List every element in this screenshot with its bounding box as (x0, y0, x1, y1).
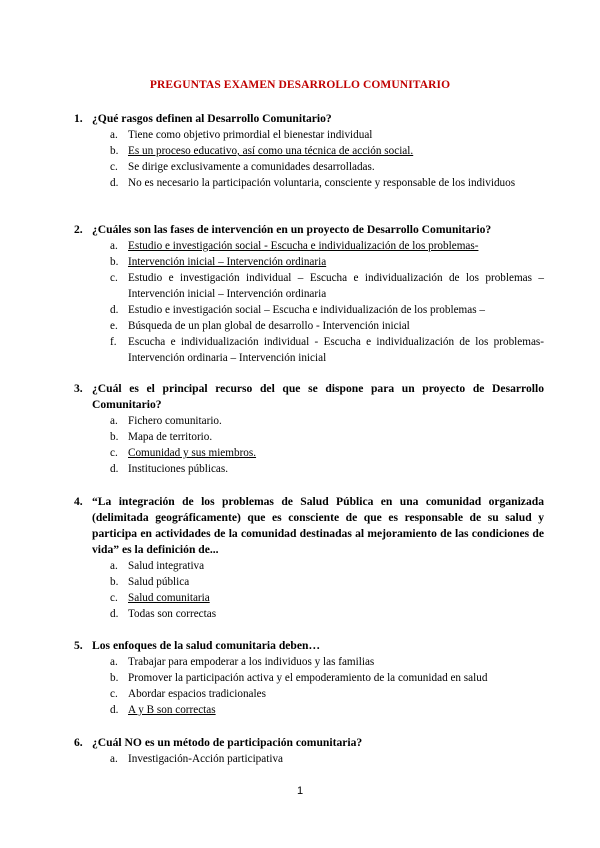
question-heading (74, 494, 544, 558)
option-item (74, 127, 544, 143)
option-item (74, 654, 544, 670)
option-letter: c. (110, 272, 118, 284)
question-number: 6. (74, 736, 83, 749)
option-text: Investigación-Acción participativa (128, 753, 284, 765)
correct-answer: Estudio e investigación social - Escucha e individualización de los problemas- (128, 240, 479, 252)
option-letter: b. (110, 576, 119, 588)
question-text: ¿Qué rasgos definen al Desarrollo Comunitario? (92, 112, 332, 125)
option-letter: c. (110, 447, 118, 459)
option-letter: f. (110, 336, 117, 348)
option-item (74, 270, 544, 302)
option-item (74, 318, 544, 334)
option-text: Fichero comunitario. (128, 415, 222, 427)
option-letter: d. (110, 463, 119, 475)
option-text: Mapa de territorio. (128, 431, 213, 443)
question-heading (74, 735, 544, 751)
option-letter: d. (110, 304, 119, 316)
option-text: Búsqueda de un plan global de desarrollo - Intervención inicial (128, 320, 410, 332)
option-letter: a. (110, 415, 118, 427)
option-letter: c. (110, 592, 118, 604)
option-item (74, 670, 544, 686)
option-text: Estudio e investigación individual – Escucha e individualización de los problemas – Intervención inicial – Intervención ordinaria (128, 272, 544, 300)
option-text: Salud integrativa (128, 560, 205, 572)
option-letter: a. (110, 753, 118, 765)
option-item (74, 159, 544, 175)
option-letter: b. (110, 431, 119, 443)
option-list (74, 238, 544, 366)
question-text: ¿Cuál es el principal recurso del que se dispone para un proyecto de Desarrollo Comunitario? (92, 382, 544, 411)
question-heading (74, 222, 544, 238)
option-text-correct (128, 238, 544, 254)
question-1 (74, 111, 544, 191)
option-text: Promover la participación activa y el empoderamiento de la comunidad en salud (128, 672, 488, 684)
option-item (74, 143, 544, 159)
option-text-correct (128, 590, 544, 606)
option-item (74, 175, 544, 191)
option-item (74, 686, 544, 702)
option-text: Tiene como objetivo primordial el bienestar individual (128, 129, 373, 141)
option-text: Estudio e investigación social – Escucha e individualización de los problemas – (128, 304, 485, 316)
option-text: Trabajar para empoderar a los individuos y las familias (128, 656, 375, 668)
question-text: “La integración de los problemas de Salud Pública en una comunidad organizada (delimitada geográficamente) que es consciente de que es responsable de su salud y participa en actividades de la comunidad destinadas al mejoramiento de las condiciones de vida” es la definición de... (92, 495, 544, 556)
correct-answer: Es un proceso educativo, así como una técnica de acción social. (128, 145, 414, 157)
option-item (74, 445, 544, 461)
question-6 (74, 735, 544, 767)
option-item (74, 429, 544, 445)
option-item (74, 302, 544, 318)
question-number: 5. (74, 639, 83, 652)
question-number: 2. (74, 223, 83, 236)
correct-answer: A y B son correctas (128, 704, 216, 716)
option-item (74, 702, 544, 718)
question-text: ¿Cuáles son las fases de intervención en un proyecto de Desarrollo Comunitario? (92, 223, 492, 236)
option-item (74, 334, 544, 366)
option-text: Salud pública (128, 576, 190, 588)
option-letter: a. (110, 129, 118, 141)
question-number: 4. (74, 495, 83, 508)
option-item (74, 254, 544, 270)
option-item (74, 751, 544, 767)
option-letter: d. (110, 608, 119, 620)
option-letter: b. (110, 256, 119, 268)
question-heading (74, 638, 544, 654)
option-list (74, 751, 544, 767)
question-4 (74, 494, 544, 622)
option-text: No es necesario la participación voluntaria, consciente y responsable de los individuos (128, 177, 516, 189)
option-letter: b. (110, 145, 119, 157)
option-letter: c. (110, 688, 118, 700)
question-5 (74, 638, 544, 718)
option-text: Abordar espacios tradicionales (128, 688, 266, 700)
option-item (74, 413, 544, 429)
option-item (74, 574, 544, 590)
option-item (74, 461, 544, 477)
option-letter: d. (110, 177, 119, 189)
option-list (74, 654, 544, 718)
document-title: PREGUNTAS EXAMEN DESARROLLO COMUNITARIO (149, 79, 451, 91)
correct-answer: Salud comunitaria (128, 592, 210, 604)
question-heading (74, 111, 544, 127)
question-number: 1. (74, 112, 83, 125)
question-text: Los enfoques de la salud comunitaria deben… (92, 639, 321, 652)
option-letter: c. (110, 161, 118, 173)
option-item (74, 606, 544, 622)
option-list (74, 558, 544, 622)
option-list (74, 127, 544, 191)
correct-answer: Comunidad y sus miembros. (128, 447, 257, 459)
option-text-correct (128, 702, 544, 718)
option-text: Escucha e individualización individual - Escucha e individualización de los problemas- Intervención ordinaria – Intervención inicial (128, 336, 544, 364)
option-text: Se dirige exclusivamente a comunidades desarrolladas. (128, 161, 375, 173)
question-text: ¿Cuál NO es un método de participación comunitaria? (92, 736, 363, 749)
option-letter: a. (110, 560, 118, 572)
correct-answer: Intervención inicial – Intervención ordinaria (128, 256, 327, 268)
question-3 (74, 381, 544, 477)
option-item (74, 558, 544, 574)
option-text: Todas son correctas (128, 608, 217, 620)
option-item (74, 238, 544, 254)
option-item (74, 590, 544, 606)
option-letter: d. (110, 704, 119, 716)
option-letter: b. (110, 672, 119, 684)
option-list (74, 413, 544, 477)
question-heading (74, 381, 544, 413)
option-text: Instituciones públicas. (128, 463, 229, 475)
option-letter: a. (110, 240, 118, 252)
question-number: 3. (74, 382, 83, 395)
option-text-correct (128, 445, 544, 461)
option-text-correct (128, 143, 544, 159)
option-letter: e. (110, 320, 118, 332)
page-number: 1 (296, 785, 304, 797)
option-letter: a. (110, 656, 118, 668)
option-text-correct (128, 254, 544, 270)
question-2 (74, 222, 544, 366)
